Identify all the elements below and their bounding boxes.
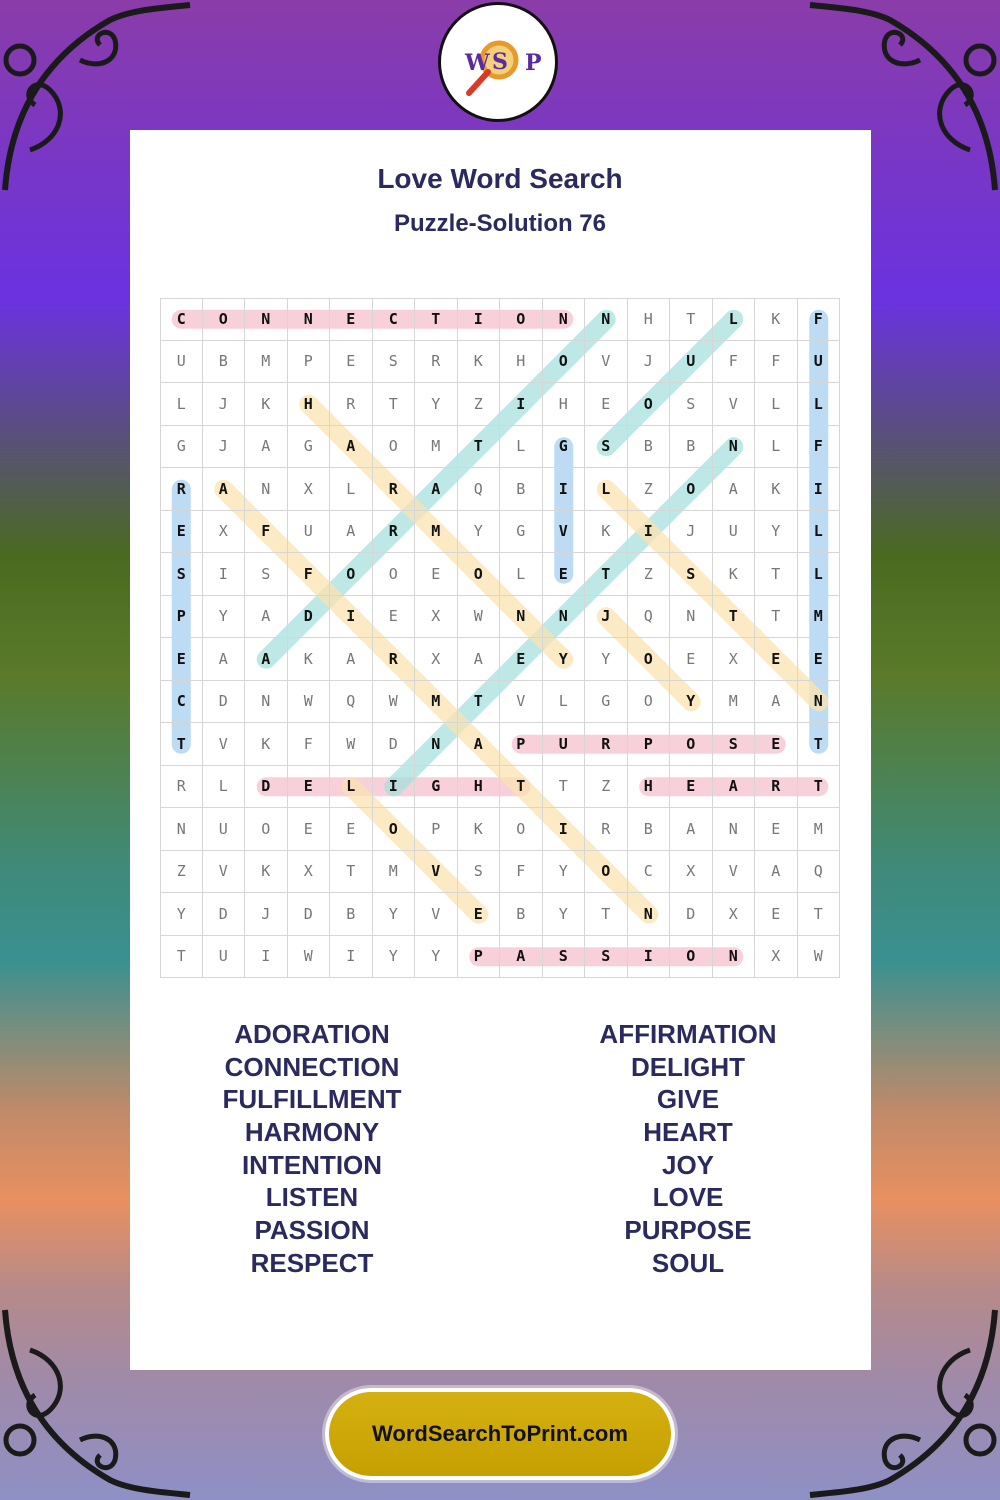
grid-cell: T	[755, 596, 798, 639]
grid-cell: N	[543, 596, 586, 639]
grid-cell: T	[330, 851, 373, 894]
grid-cell: O	[245, 808, 288, 851]
grid-cell: X	[415, 638, 458, 681]
grid-cell: S	[160, 553, 203, 596]
grid-cell: O	[628, 638, 671, 681]
grid-cell: S	[713, 723, 756, 766]
grid-cell: L	[755, 383, 798, 426]
grid-cell: A	[245, 426, 288, 469]
grid-cell: A	[245, 596, 288, 639]
grid-cell: K	[755, 298, 798, 341]
grid-cell: Y	[373, 893, 416, 936]
grid-cell: Z	[628, 553, 671, 596]
website-link[interactable]: WordSearchToPrint.com	[372, 1421, 628, 1446]
grid-cell: A	[203, 468, 246, 511]
grid-cell: E	[160, 638, 203, 681]
grid-cell: O	[373, 808, 416, 851]
grid-cell: E	[160, 511, 203, 554]
grid-cell: B	[330, 893, 373, 936]
grid-cell: O	[500, 808, 543, 851]
grid-cell: J	[670, 511, 713, 554]
grid-cell: Y	[543, 638, 586, 681]
word-list-item: CONNECTION	[224, 1051, 400, 1082]
letter-grid	[160, 298, 840, 978]
grid-cell: I	[330, 596, 373, 639]
grid-cell: E	[798, 638, 841, 681]
grid-cell: E	[585, 383, 628, 426]
grid-cell: S	[373, 341, 416, 384]
grid-cell: N	[543, 298, 586, 341]
grid-cell: T	[458, 426, 501, 469]
grid-cell: G	[415, 766, 458, 809]
grid-cell: C	[160, 298, 203, 341]
grid-cell: F	[288, 723, 331, 766]
grid-cell: Q	[798, 851, 841, 894]
grid-cell: M	[415, 426, 458, 469]
grid-cell: L	[203, 766, 246, 809]
grid-cell: P	[160, 596, 203, 639]
grid-cell: T	[670, 298, 713, 341]
grid-cell: C	[628, 851, 671, 894]
grid-cell: T	[415, 298, 458, 341]
grid-cell: A	[458, 723, 501, 766]
word-list-right	[518, 1018, 858, 1280]
grid-cell: H	[628, 298, 671, 341]
logo-letter-s: S	[492, 49, 508, 75]
grid-cell: Y	[373, 936, 416, 979]
grid-cell: I	[458, 298, 501, 341]
grid-cell: R	[373, 468, 416, 511]
grid-cell: J	[628, 341, 671, 384]
grid-cell: H	[458, 766, 501, 809]
word-list-item: GIVE	[656, 1084, 720, 1115]
grid-cell: G	[288, 426, 331, 469]
word-list-item: HARMONY	[244, 1117, 380, 1148]
grid-cell: S	[245, 553, 288, 596]
grid-cell: D	[245, 766, 288, 809]
grid-cell: M	[415, 681, 458, 724]
word-list-item: LISTEN	[265, 1182, 359, 1213]
grid-cell: N	[628, 893, 671, 936]
grid-cell: Z	[458, 383, 501, 426]
grid-cell: A	[458, 638, 501, 681]
grid-cell: A	[755, 681, 798, 724]
grid-cell: F	[798, 298, 841, 341]
grid-cell: D	[203, 893, 246, 936]
grid-cell: F	[755, 341, 798, 384]
grid-cell: M	[373, 851, 416, 894]
grid-cell: G	[500, 511, 543, 554]
grid-cell: A	[415, 468, 458, 511]
grid-cell: M	[798, 808, 841, 851]
grid-cell: O	[628, 681, 671, 724]
word-list-item: PASSION	[254, 1215, 370, 1246]
grid-cell: U	[288, 511, 331, 554]
grid-cell: A	[330, 638, 373, 681]
grid-cell: D	[373, 723, 416, 766]
grid-cell: T	[543, 766, 586, 809]
grid-cell: K	[585, 511, 628, 554]
grid-cell: I	[543, 808, 586, 851]
word-grid	[160, 298, 840, 978]
grid-cell: M	[713, 681, 756, 724]
grid-cell: R	[585, 723, 628, 766]
grid-cell: Y	[203, 596, 246, 639]
grid-cell: R	[415, 341, 458, 384]
grid-cell: M	[798, 596, 841, 639]
grid-cell: F	[713, 341, 756, 384]
grid-cell: V	[543, 511, 586, 554]
grid-cell: I	[628, 511, 671, 554]
grid-cell: N	[713, 426, 756, 469]
grid-cell: T	[160, 936, 203, 979]
grid-cell: A	[713, 468, 756, 511]
grid-cell: N	[670, 596, 713, 639]
grid-cell: A	[713, 766, 756, 809]
grid-cell: R	[585, 808, 628, 851]
grid-cell: B	[628, 808, 671, 851]
grid-cell: K	[458, 808, 501, 851]
grid-cell: D	[288, 596, 331, 639]
grid-cell: E	[330, 341, 373, 384]
grid-cell: Y	[458, 511, 501, 554]
grid-cell: D	[203, 681, 246, 724]
page-subtitle: Puzzle-Solution 76	[393, 210, 606, 237]
grid-cell: D	[288, 893, 331, 936]
grid-cell: T	[713, 596, 756, 639]
grid-cell: E	[330, 298, 373, 341]
grid-cell: L	[500, 426, 543, 469]
grid-cell: L	[543, 681, 586, 724]
grid-cell: B	[203, 341, 246, 384]
grid-cell: X	[670, 851, 713, 894]
grid-cell: P	[500, 723, 543, 766]
grid-cell: R	[373, 638, 416, 681]
word-list-item: DELIGHT	[630, 1051, 746, 1082]
grid-cell: F	[245, 511, 288, 554]
grid-cell: I	[245, 936, 288, 979]
grid-cell: N	[160, 808, 203, 851]
grid-cell: E	[670, 766, 713, 809]
word-list-item: FULFILLMENT	[222, 1084, 402, 1115]
grid-cell: N	[713, 808, 756, 851]
grid-cell: M	[245, 341, 288, 384]
grid-cell: F	[798, 426, 841, 469]
grid-cell: E	[755, 808, 798, 851]
grid-cell: V	[713, 851, 756, 894]
grid-cell: O	[670, 468, 713, 511]
logo-letter-p: P	[525, 50, 542, 76]
grid-cell: U	[798, 341, 841, 384]
grid-cell: R	[160, 766, 203, 809]
grid-cell: L	[798, 553, 841, 596]
grid-cell: V	[500, 681, 543, 724]
grid-cell: E	[415, 553, 458, 596]
grid-cell: O	[373, 553, 416, 596]
grid-cell: L	[713, 298, 756, 341]
grid-cell: J	[585, 596, 628, 639]
grid-cell: R	[330, 383, 373, 426]
grid-cell: G	[543, 426, 586, 469]
grid-cell: N	[500, 596, 543, 639]
grid-cell: H	[543, 383, 586, 426]
word-list-left	[142, 1018, 482, 1280]
grid-cell: F	[288, 553, 331, 596]
grid-cell: W	[798, 936, 841, 979]
grid-cell: V	[713, 383, 756, 426]
grid-cell: X	[288, 851, 331, 894]
grid-cell: T	[373, 383, 416, 426]
grid-cell: O	[628, 383, 671, 426]
grid-cell: E	[330, 808, 373, 851]
grid-cell: B	[628, 426, 671, 469]
grid-cell: N	[713, 936, 756, 979]
grid-cell: K	[288, 638, 331, 681]
grid-cell: O	[373, 426, 416, 469]
grid-cell: F	[500, 851, 543, 894]
word-list-item: INTENTION	[241, 1149, 383, 1180]
grid-cell: A	[203, 638, 246, 681]
grid-cell: T	[798, 766, 841, 809]
grid-cell: E	[500, 638, 543, 681]
grid-cell: P	[415, 808, 458, 851]
grid-cell: L	[798, 511, 841, 554]
grid-cell: O	[670, 723, 713, 766]
grid-cell: E	[755, 638, 798, 681]
grid-cell: A	[755, 851, 798, 894]
grid-cell: N	[288, 298, 331, 341]
grid-cell: S	[585, 426, 628, 469]
grid-cell: X	[203, 511, 246, 554]
grid-cell: I	[330, 936, 373, 979]
grid-cell: I	[628, 936, 671, 979]
grid-cell: Y	[415, 936, 458, 979]
grid-cell: E	[288, 766, 331, 809]
logo-letter-w: W	[465, 50, 490, 76]
grid-cell: P	[458, 936, 501, 979]
grid-cell: K	[755, 468, 798, 511]
grid-cell: O	[500, 298, 543, 341]
grid-cell: U	[160, 341, 203, 384]
grid-cell: U	[203, 808, 246, 851]
grid-cell: Q	[330, 681, 373, 724]
grid-cell: A	[500, 936, 543, 979]
grid-cell: V	[203, 723, 246, 766]
word-list-item: JOY	[661, 1149, 715, 1180]
grid-cell: N	[245, 298, 288, 341]
grid-cell: H	[500, 341, 543, 384]
grid-cell: Y	[585, 638, 628, 681]
grid-cell: K	[245, 851, 288, 894]
grid-cell: C	[160, 681, 203, 724]
grid-cell: K	[245, 383, 288, 426]
grid-cell: T	[500, 766, 543, 809]
word-list-item: ADORATION	[234, 1019, 390, 1049]
grid-cell: C	[373, 298, 416, 341]
grid-cell: J	[203, 426, 246, 469]
grid-cell: U	[670, 341, 713, 384]
grid-cell: A	[330, 426, 373, 469]
grid-cell: X	[288, 468, 331, 511]
grid-cell: Q	[628, 596, 671, 639]
grid-cell: E	[458, 893, 501, 936]
grid-cell: O	[543, 341, 586, 384]
grid-cell: X	[713, 638, 756, 681]
grid-cell: L	[500, 553, 543, 596]
grid-cell: M	[415, 511, 458, 554]
grid-cell: R	[755, 766, 798, 809]
grid-cell: I	[203, 553, 246, 596]
grid-cell: S	[585, 936, 628, 979]
grid-cell: K	[245, 723, 288, 766]
grid-cell: O	[458, 553, 501, 596]
grid-cell: H	[288, 383, 331, 426]
word-list-item: PURPOSE	[624, 1215, 752, 1246]
grid-cell: J	[203, 383, 246, 426]
grid-cell: L	[330, 468, 373, 511]
grid-cell: Z	[628, 468, 671, 511]
grid-cell: X	[755, 936, 798, 979]
grid-cell: G	[585, 681, 628, 724]
grid-cell: Y	[755, 511, 798, 554]
grid-cell: N	[245, 468, 288, 511]
grid-cell: Y	[415, 383, 458, 426]
grid-cell: N	[245, 681, 288, 724]
grid-cell: E	[670, 638, 713, 681]
grid-cell: U	[713, 511, 756, 554]
grid-cell: A	[245, 638, 288, 681]
grid-cell: B	[670, 426, 713, 469]
grid-cell: T	[798, 893, 841, 936]
word-list-item: RESPECT	[250, 1247, 374, 1278]
grid-cell: Z	[160, 851, 203, 894]
grid-cell: N	[798, 681, 841, 724]
grid-cell: Y	[160, 893, 203, 936]
grid-cell: T	[798, 723, 841, 766]
grid-cell: S	[458, 851, 501, 894]
grid-cell: P	[628, 723, 671, 766]
grid-cell: E	[288, 808, 331, 851]
grid-cell: I	[373, 766, 416, 809]
grid-cell: V	[415, 893, 458, 936]
grid-cell: T	[755, 553, 798, 596]
grid-cell: E	[755, 893, 798, 936]
logo	[438, 2, 558, 122]
grid-cell: W	[288, 936, 331, 979]
grid-cell: O	[585, 851, 628, 894]
grid-cell: V	[415, 851, 458, 894]
grid-cell: T	[585, 553, 628, 596]
grid-cell: L	[160, 383, 203, 426]
grid-cell: O	[203, 298, 246, 341]
grid-cell: E	[543, 553, 586, 596]
grid-cell: N	[585, 298, 628, 341]
grid-cell: H	[628, 766, 671, 809]
grid-cell: T	[458, 681, 501, 724]
grid-cell: I	[500, 383, 543, 426]
grid-cell: Q	[458, 468, 501, 511]
grid-cell: E	[755, 723, 798, 766]
grid-cell: V	[203, 851, 246, 894]
grid-cell: T	[160, 723, 203, 766]
grid-cell: L	[798, 383, 841, 426]
website-button[interactable]	[325, 1388, 675, 1480]
grid-cell: U	[203, 936, 246, 979]
grid-cell: Z	[585, 766, 628, 809]
word-list-item: LOVE	[652, 1182, 724, 1213]
grid-cell: B	[500, 468, 543, 511]
grid-cell: G	[160, 426, 203, 469]
grid-cell: S	[670, 383, 713, 426]
grid-cell: D	[670, 893, 713, 936]
grid-cell: X	[415, 596, 458, 639]
grid-cell: I	[543, 468, 586, 511]
grid-cell: N	[415, 723, 458, 766]
grid-cell: K	[458, 341, 501, 384]
word-list-item: SOUL	[651, 1247, 725, 1278]
grid-cell: P	[288, 341, 331, 384]
grid-cell: S	[543, 936, 586, 979]
grid-cell: S	[670, 553, 713, 596]
word-list-item: HEART	[643, 1117, 733, 1148]
page-title: Love Word Search	[377, 163, 623, 194]
grid-cell: J	[245, 893, 288, 936]
grid-cell: L	[585, 468, 628, 511]
grid-cell: B	[500, 893, 543, 936]
grid-cell: K	[713, 553, 756, 596]
grid-cell: V	[585, 341, 628, 384]
grid-cell: X	[713, 893, 756, 936]
grid-cell: Y	[543, 851, 586, 894]
word-list-item: AFFIRMATION	[599, 1019, 777, 1049]
grid-cell: R	[373, 511, 416, 554]
grid-cell: L	[330, 766, 373, 809]
grid-cell: O	[670, 936, 713, 979]
grid-cell: Y	[543, 893, 586, 936]
grid-cell: T	[585, 893, 628, 936]
grid-cell: A	[330, 511, 373, 554]
grid-cell: Y	[670, 681, 713, 724]
grid-cell: O	[330, 553, 373, 596]
grid-cell: W	[458, 596, 501, 639]
grid-cell: L	[755, 426, 798, 469]
grid-cell: I	[798, 468, 841, 511]
grid-cell: W	[330, 723, 373, 766]
grid-cell: E	[373, 596, 416, 639]
grid-cell: A	[670, 808, 713, 851]
grid-cell: R	[160, 468, 203, 511]
grid-cell: W	[373, 681, 416, 724]
grid-cell: W	[288, 681, 331, 724]
grid-cell: U	[543, 723, 586, 766]
